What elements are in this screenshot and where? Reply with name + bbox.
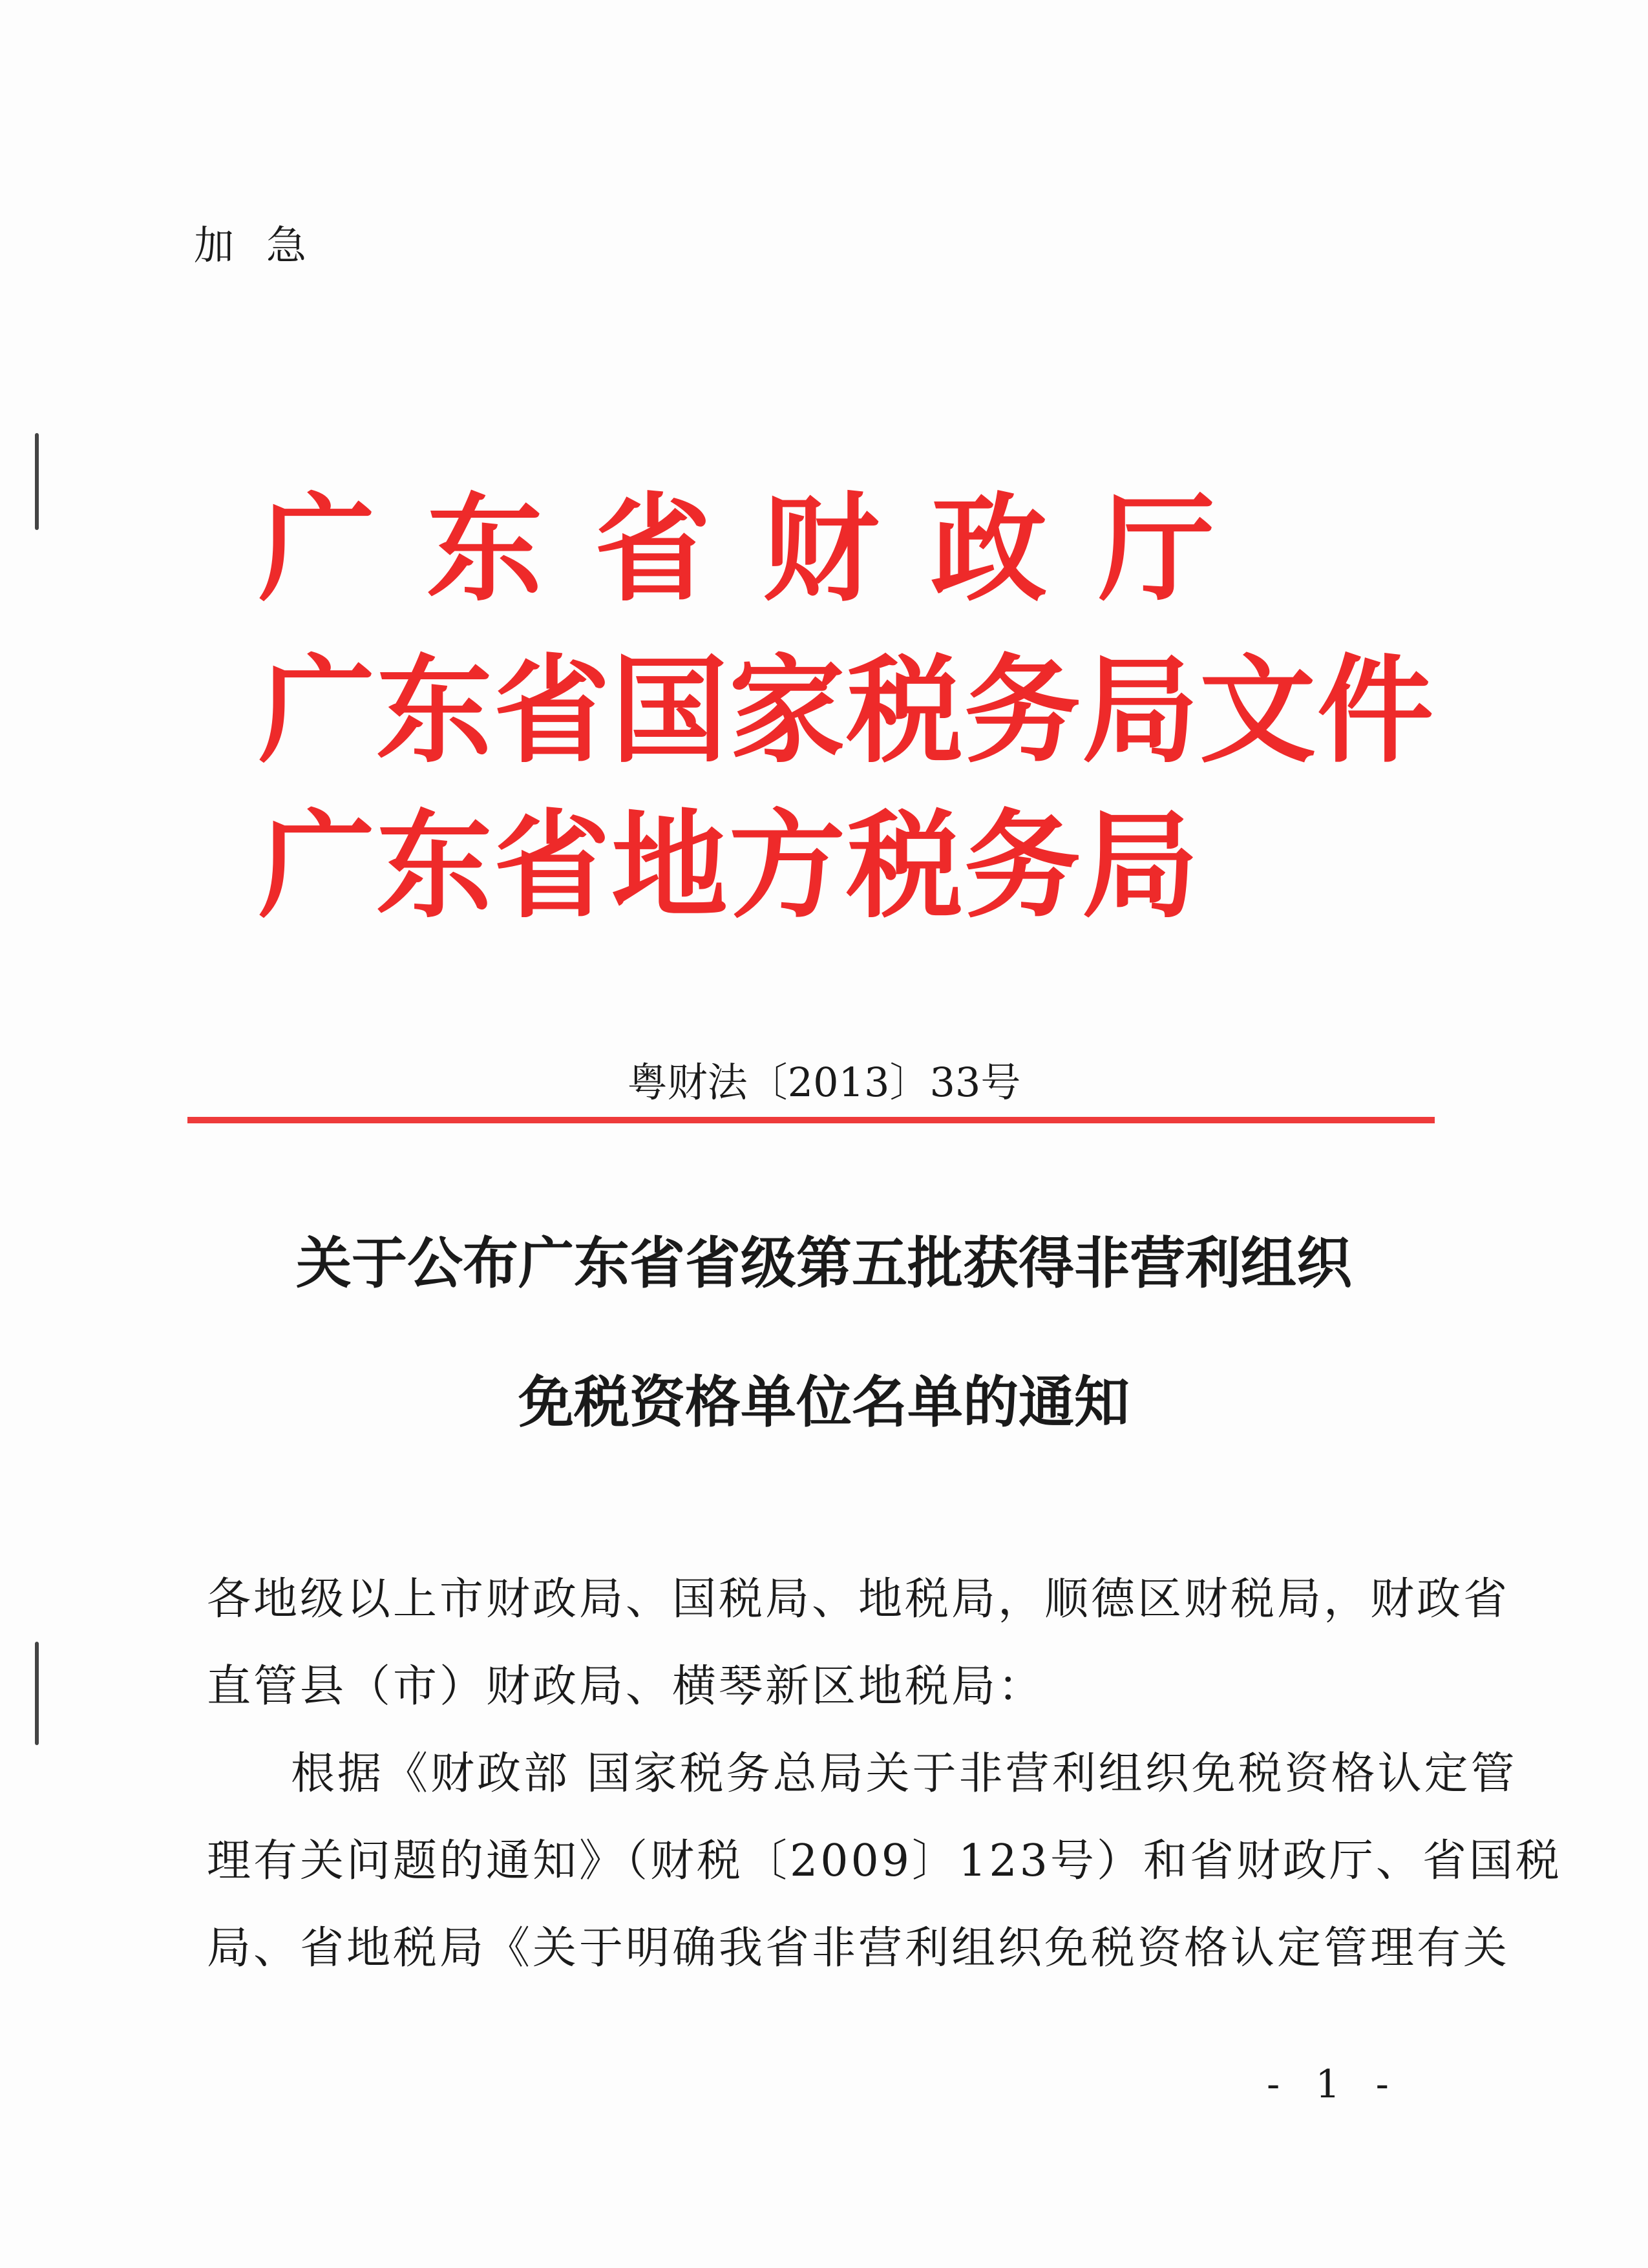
urgency-label: 加急 (194, 222, 339, 269)
body-text-line: 理有关问题的通知》（财税〔2009〕123号）和省财政厅、省国税 (207, 1836, 1562, 1887)
document-title-line-2: 免税资格单位名单的通知 (518, 1370, 1130, 1435)
issuer-line-finance: 广东省财政厅 (259, 481, 1267, 617)
issuer-line-national-tax: 广东省国家税务局文件 (259, 642, 1435, 779)
body-text-line: 局、省地税局《关于明确我省非营利组织免税资格认定管理有关 (207, 1923, 1510, 1974)
binding-mark-bottom (35, 1642, 39, 1745)
issuer-line-local-tax: 广东省地方税务局 (259, 798, 1200, 934)
document-title-line-1: 关于公布广东省省级第五批获得非营利组织 (296, 1231, 1352, 1296)
body-text-line: 直管县（市）财政局、横琴新区地税局： (207, 1661, 1045, 1712)
red-divider (187, 1117, 1435, 1123)
body-text-line: 根据《财政部 国家税务总局关于非营利组织免税资格认定管 (291, 1748, 1517, 1799)
body-text-line: 各地级以上市财政局、国税局、地税局，顺德区财税局，财政省 (207, 1574, 1510, 1625)
document-number: 粤财法〔2013〕33号 (627, 1059, 1021, 1106)
page-number: - 1 - (1267, 2062, 1400, 2107)
binding-mark-top (35, 433, 39, 530)
